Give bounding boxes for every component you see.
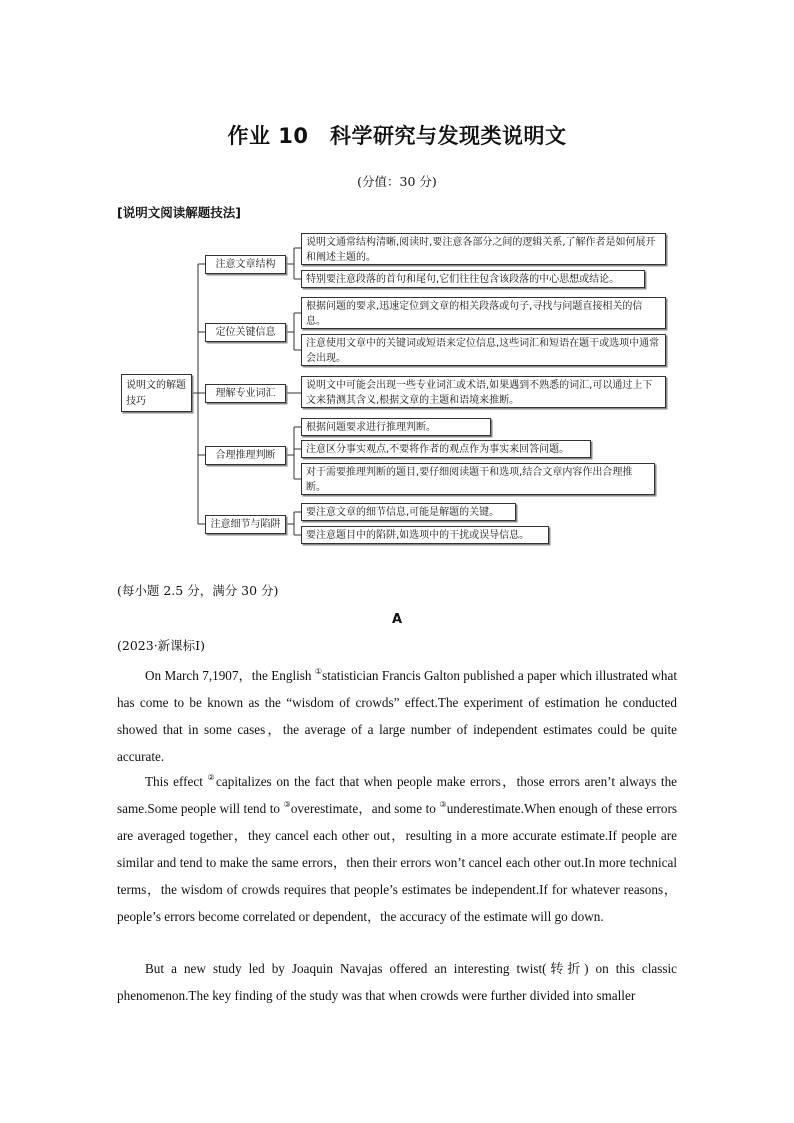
paragraph-text: capitalizes on the fact that when people make errors，those errors aren’t always the same.Some people will tend to (117, 774, 678, 816)
paragraph-text: underestimate.When enough of these errors are averaged together，they cancel each other out，resulting in a more accurate estimate.If people are similar and tend to make the same errors，then their errors won’t cancel each other out.In more technical terms，the wisdom of crowds requires that people’s estimates be independent.If for whatever reasons，people’s errors become correlated or dependent，the accuracy of the estimate will go down. (117, 801, 678, 924)
branch-details: 注意细节与陷阱 (205, 515, 286, 534)
score-info: (分值：30 分) (357, 174, 437, 189)
passage-paragraph-2 (117, 768, 677, 930)
passage-paragraph-1 (117, 662, 677, 770)
passage-source: (2023·新课标Ⅰ) (117, 638, 205, 653)
section-label: [说明文阅读解题技法] (117, 205, 241, 220)
leaf-locate-2: 注意使用文章中的关键词或短语来定位信息,这些词汇和短语在题干或选项中通常会出现。 (301, 334, 666, 366)
paragraph-text: statistician Francis Galton published a paper which illustrated what has come to be known as the “wisdom of crowds” effect.The experiment of estimation he conducted showed that in some cases，the average of a large number of independent estimates could be quite accurate. (117, 668, 678, 764)
leaf-vocabulary-1: 说明文中可能会出现一些专业词汇或术语,如果遇到不熟悉的词汇,可以通过上下文来猜测其含义,根据文章的主题和语境来推断。 (301, 376, 666, 408)
annotation-marker: ① (314, 667, 323, 676)
page-title: 作业 10 科学研究与发现类说明文 (227, 124, 567, 148)
passage-paragraph-3: But a new study led by Joaquin Navajas offered an interesting twist(转折) on this classic phenomenon.The key finding of the study was that when crowds were further divided into smaller (117, 961, 677, 1003)
leaf-structure-1: 说明文通常结构清晰,阅读时,要注意各部分之间的逻辑关系,了解作者是如何展开和阐述主题的。 (301, 233, 666, 265)
branch-locate-info: 定位关键信息 (205, 323, 286, 342)
leaf-details-2: 要注意题目中的陷阱,如选项中的干扰或误导信息。 (301, 526, 549, 544)
section-letter: A (391, 612, 403, 627)
scoring-instructions: (每小题 2.5 分，满分 30 分) (117, 583, 279, 598)
leaf-inference-1: 根据问题要求进行推理判断。 (301, 418, 491, 436)
annotation-marker: ③ (283, 800, 291, 809)
branch-structure: 注意文章结构 (205, 255, 286, 274)
leaf-structure-2: 特别要注意段落的首句和尾句,它们往往包含该段落的中心思想或结论。 (301, 270, 645, 288)
annotation-marker: ③ (439, 800, 447, 809)
annotation-marker: ② (207, 773, 217, 782)
leaf-inference-3: 对于需要推理判断的题目,要仔细阅读题干和选项,结合文章内容作出合理推断。 (301, 463, 655, 495)
paragraph-text: On March 7,1907，the English (145, 668, 315, 683)
branch-vocabulary: 理解专业词汇 (205, 384, 286, 403)
mindmap-root: 说明文的解题技巧 (121, 374, 192, 412)
leaf-inference-2: 注意区分事实观点,不要将作者的观点作为事实来回答问题。 (301, 440, 591, 458)
leaf-locate-1: 根据问题的要求,迅速定位到文章的相关段落或句子,寻找与问题直接相关的信息。 (301, 297, 666, 329)
paragraph-text: overestimate，and some to (290, 801, 440, 816)
branch-inference: 合理推理判断 (205, 446, 286, 465)
paragraph-text: This effect (145, 774, 208, 789)
leaf-details-1: 要注意文章的细节信息,可能是解题的关键。 (301, 503, 516, 521)
